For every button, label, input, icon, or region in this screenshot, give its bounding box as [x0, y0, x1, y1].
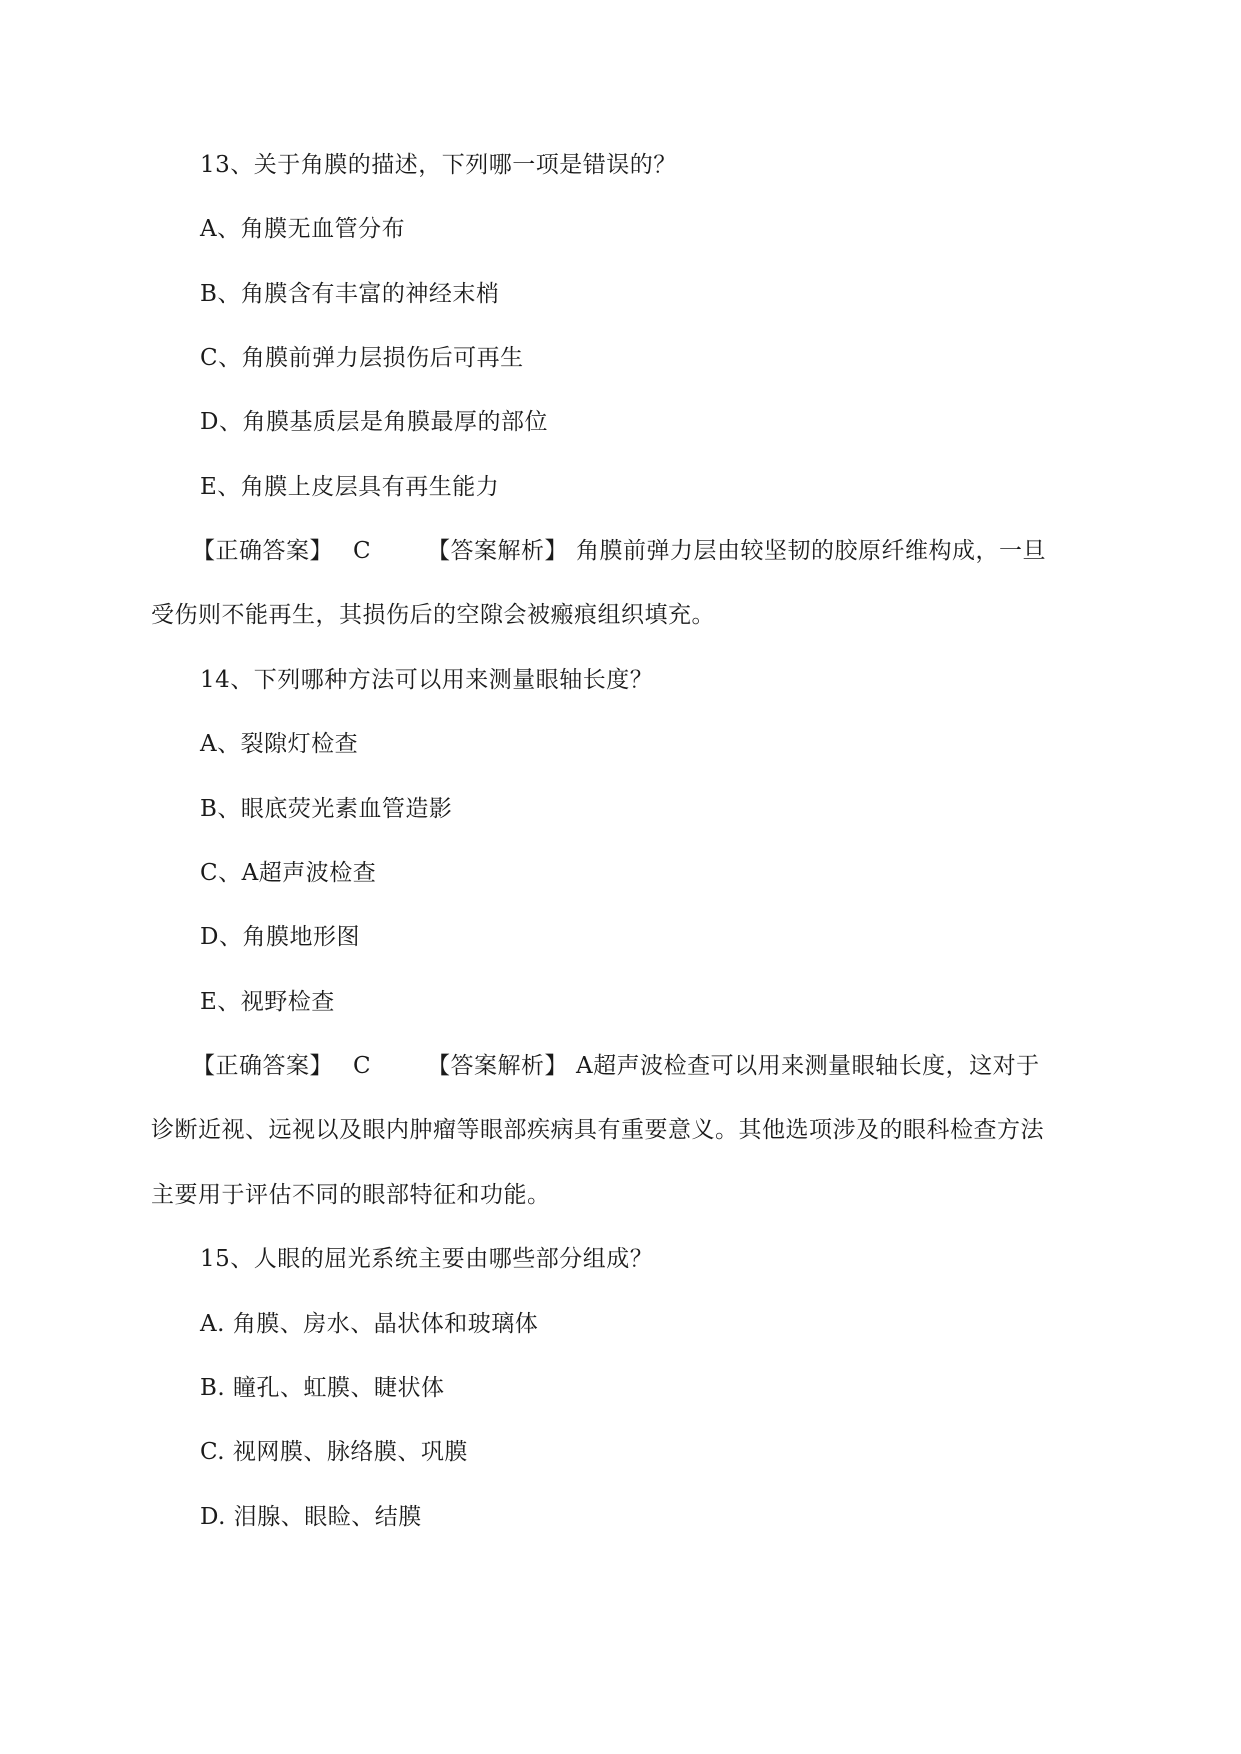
question-13-answer-line	[192, 536, 1046, 566]
question-14-option-a: A、裂隙灯检查	[200, 731, 359, 757]
question-14-answer-line	[192, 1051, 1040, 1081]
question-13-option-c: C、角膜前弹力层损伤后可再生	[200, 345, 524, 371]
question-13-explanation-cont: 受伤则不能再生，其损伤后的空隙会被瘢痕组织填充。	[151, 602, 715, 628]
answer-value: C	[353, 538, 372, 564]
explanation-text: 角膜前弹力层由较坚韧的胶原纤维构成，一旦	[576, 538, 1046, 564]
explanation-label: 【答案解析】	[427, 538, 568, 564]
answer-label: 【正确答案】	[192, 538, 333, 564]
question-15-stem: 15、人眼的屈光系统主要由哪些部分组成？	[200, 1246, 654, 1272]
question-15-option-a: A. 角膜、房水、晶状体和玻璃体	[200, 1311, 539, 1337]
question-14-stem: 14、下列哪种方法可以用来测量眼轴长度？	[200, 667, 654, 693]
question-14-option-c: C、A超声波检查	[200, 860, 377, 886]
explanation-text: A超声波检查可以用来测量眼轴长度，这对于	[576, 1053, 1040, 1079]
question-14-explanation-cont-2: 主要用于评估不同的眼部特征和功能。	[151, 1182, 551, 1208]
answer-value: C	[353, 1053, 372, 1079]
question-14-option-e: E、视野检查	[200, 989, 335, 1015]
question-14-option-b: B、眼底荧光素血管造影	[200, 796, 453, 822]
question-13-stem: 13、关于角膜的描述，下列哪一项是错误的？	[200, 152, 677, 178]
question-13-option-b: B、角膜含有丰富的神经末梢	[200, 281, 500, 307]
question-13-option-a: A、角膜无血管分布	[200, 216, 406, 242]
answer-label: 【正确答案】	[192, 1053, 333, 1079]
question-14-explanation-cont-1: 诊断近视、远视以及眼内肿瘤等眼部疾病具有重要意义。其他选项涉及的眼科检查方法	[151, 1117, 1044, 1143]
question-15-option-b: B. 瞳孔、虹膜、睫状体	[200, 1375, 445, 1401]
question-13-option-d: D、角膜基质层是角膜最厚的部位	[200, 409, 548, 435]
explanation-label: 【答案解析】	[427, 1053, 568, 1079]
question-14-option-d: D、角膜地形图	[200, 924, 360, 950]
question-15-option-c: C. 视网膜、脉络膜、巩膜	[200, 1439, 468, 1465]
question-15-option-d: D. 泪腺、眼睑、结膜	[200, 1504, 422, 1530]
question-13-option-e: E、角膜上皮层具有再生能力	[200, 474, 500, 500]
